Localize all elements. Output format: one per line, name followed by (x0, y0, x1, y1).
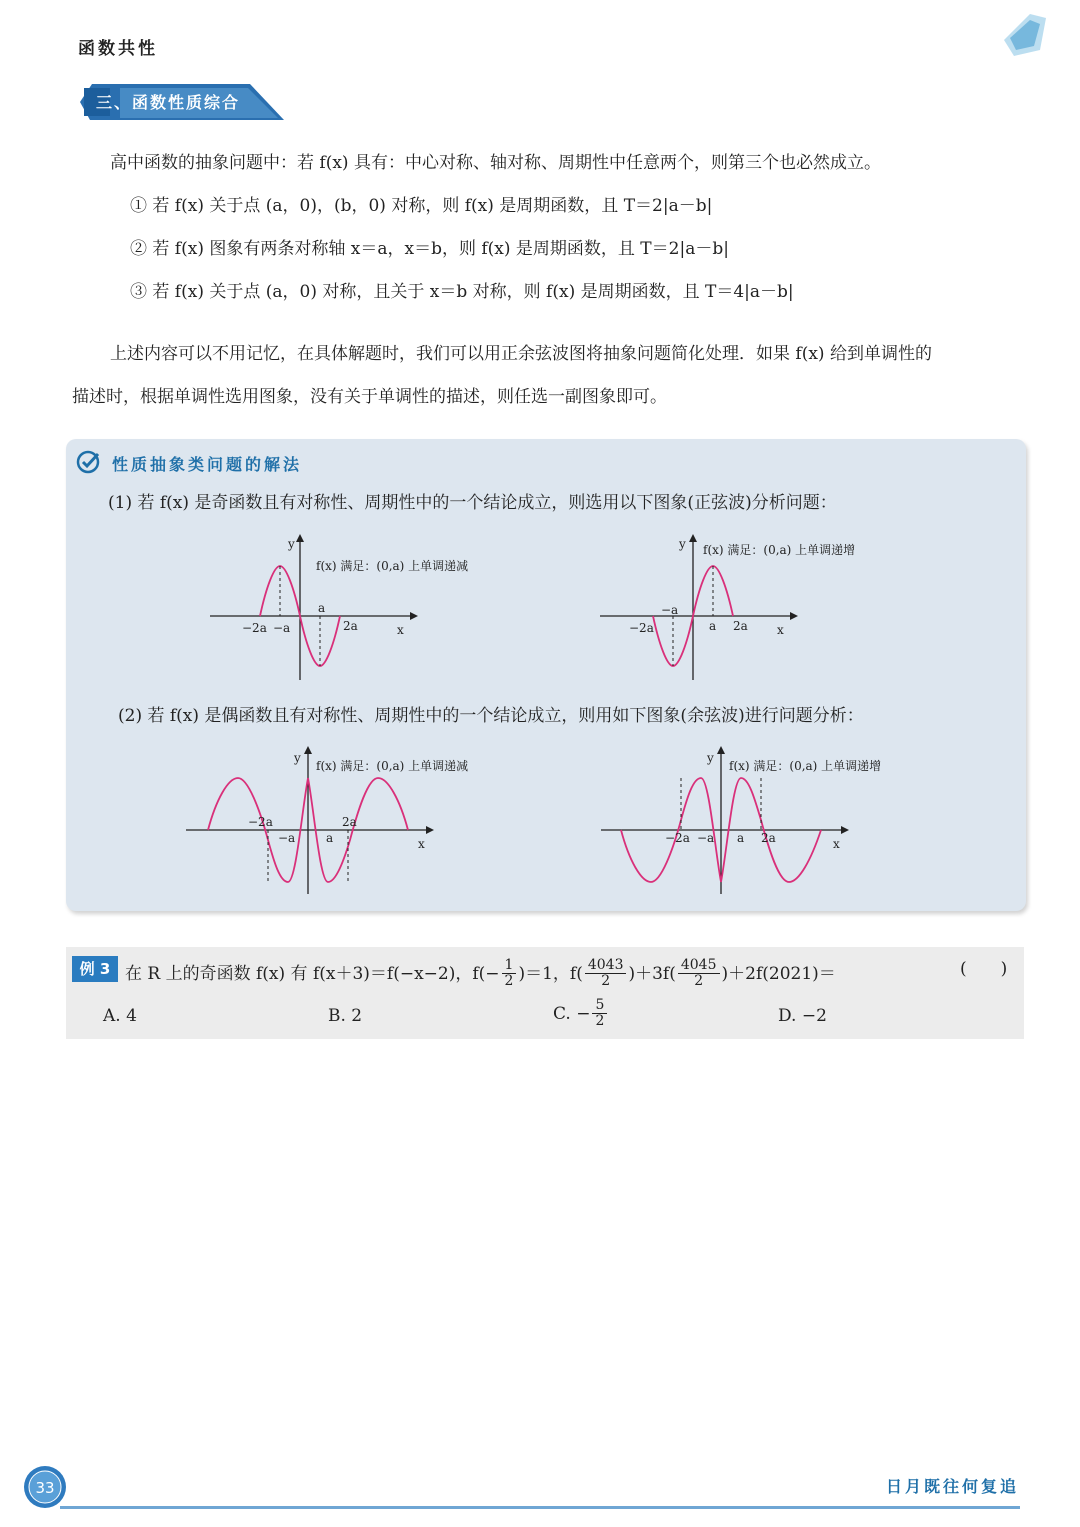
option-a[interactable]: A. 4 (103, 1006, 137, 1026)
graph1-x-label: x (397, 623, 404, 637)
graph3-note: f(x) 满足：(0,a) 上单调递减 (316, 759, 469, 773)
intro-para-line2: 描述时，根据单调性选用图象，没有关于单调性的描述，则任选一副图象即可。 (72, 387, 667, 407)
graph2-label-2a: 2a (733, 619, 748, 633)
fraction-half-den: 2 (504, 973, 514, 990)
example-tag: 例 3 (72, 956, 118, 982)
graph1-label-nega: −a (273, 621, 291, 635)
graph4-y-label: y (707, 751, 714, 765)
graph2-label-nega: −a (661, 603, 679, 617)
fraction-4045-num: 4045 (678, 958, 720, 974)
fraction-4045 (678, 958, 720, 990)
option-c-den: 2 (595, 1013, 605, 1030)
graph3-label-2a: 2a (342, 815, 357, 829)
graph1-y-label: y (288, 537, 295, 551)
graph4-label-a: a (737, 831, 745, 845)
fraction-half-num: 1 (502, 958, 517, 974)
intro-item-2: ② 若 f(x) 图象有两条对称轴 x＝a，x＝b，则 f(x) 是周期函数，且 T＝2|a－b| (130, 239, 729, 259)
graph1-note: f(x) 满足：(0,a) 上单调递减 (316, 559, 469, 573)
graph1-label-neg2a: −2a (242, 621, 267, 635)
check-circle-icon (76, 449, 102, 475)
example-stem-mid2: )＋3f( (628, 963, 676, 984)
header-title: 函数共性 (78, 39, 158, 59)
fraction-4043-den: 2 (601, 973, 611, 990)
graph4-note: f(x) 满足：(0,a) 上单调递增 (729, 759, 882, 773)
graph4-label-neg2a: −2a (665, 831, 690, 845)
example-stem-pre: 在 R 上的奇函数 f(x) 有 f(x＋3)＝f(−x−2)，f(− (125, 963, 500, 984)
example-stem-mid1: )＝1，f( (518, 963, 583, 984)
option-d[interactable]: D. −2 (778, 1006, 827, 1026)
option-c-prefix: C. − (553, 1003, 591, 1024)
option-c[interactable] (553, 998, 607, 1030)
graph3-label-nega: −a (278, 831, 296, 845)
graph3-label-neg2a: −2a (248, 815, 273, 829)
graph-cosine-increasing (595, 740, 925, 900)
graph1-label-a: a (318, 601, 326, 615)
method-box-title: 性质抽象类问题的解法 (112, 455, 303, 474)
method-case-2: (2) 若 f(x) 是偶函数且有对称性、周期性中的一个结论成立，则用如下图象(余弦波)进行问题分析： (118, 706, 864, 726)
option-c-fraction (592, 998, 607, 1030)
fraction-4045-den: 2 (694, 973, 704, 990)
intro-item-1: ① 若 f(x) 关于点 (a，0)，(b，0) 对称，则 f(x) 是周期函数，且 T＝2|a－b| (130, 196, 713, 216)
graph1-label-2a: 2a (343, 619, 358, 633)
fraction-4043 (585, 958, 627, 990)
graph2-note: f(x) 满足：(0,a) 上单调递增 (703, 543, 856, 557)
example-stem-end: )＋2f(2021)＝ (721, 963, 836, 984)
section-title: 三、函数性质综合 (96, 93, 241, 112)
graph3-y-label: y (294, 751, 301, 765)
graph-sine-increasing (595, 530, 895, 690)
answer-blank: ( ) (960, 959, 1008, 979)
graph-cosine-decreasing (180, 740, 510, 900)
graph4-label-nega: −a (697, 831, 715, 845)
intro-para-line1: 上述内容可以不用记忆，在具体解题时，我们可以用正余弦波图将抽象问题简化处理．如果 f(x) 给到单调性的 (110, 344, 932, 364)
fraction-half (502, 958, 517, 990)
graph2-label-neg2a: −2a (629, 621, 654, 635)
graph-sine-decreasing (200, 530, 500, 690)
option-b[interactable]: B. 2 (328, 1006, 363, 1026)
intro-line: 高中函数的抽象问题中：若 f(x) 具有：中心对称、轴对称、周期性中任意两个，则第三个也必然成立。 (110, 153, 881, 173)
logo-icon (1000, 10, 1050, 62)
graph4-label-2a: 2a (761, 831, 776, 845)
graph3-label-a: a (326, 831, 334, 845)
intro-item-3: ③ 若 f(x) 关于点 (a，0) 对称，且关于 x＝b 对称，则 f(x) 是周期函数，且 T＝4|a－b| (130, 282, 794, 302)
footer-slogan: 日月既往何复追 (886, 1477, 1020, 1496)
footer-divider (60, 1506, 1020, 1509)
graph2-y-label: y (679, 537, 686, 551)
graph2-label-a: a (709, 619, 717, 633)
option-c-num: 5 (592, 998, 607, 1014)
example-stem (125, 958, 836, 990)
method-case-1: (1) 若 f(x) 是奇函数且有对称性、周期性中的一个结论成立，则选用以下图象(正弦波)分析问题： (108, 493, 837, 513)
fraction-4043-num: 4043 (585, 958, 627, 974)
graph3-x-label: x (418, 837, 425, 851)
graph4-x-label: x (833, 837, 840, 851)
page-number: 33 (35, 1479, 55, 1497)
graph2-x-label: x (777, 623, 784, 637)
page-number-badge (22, 1464, 68, 1510)
